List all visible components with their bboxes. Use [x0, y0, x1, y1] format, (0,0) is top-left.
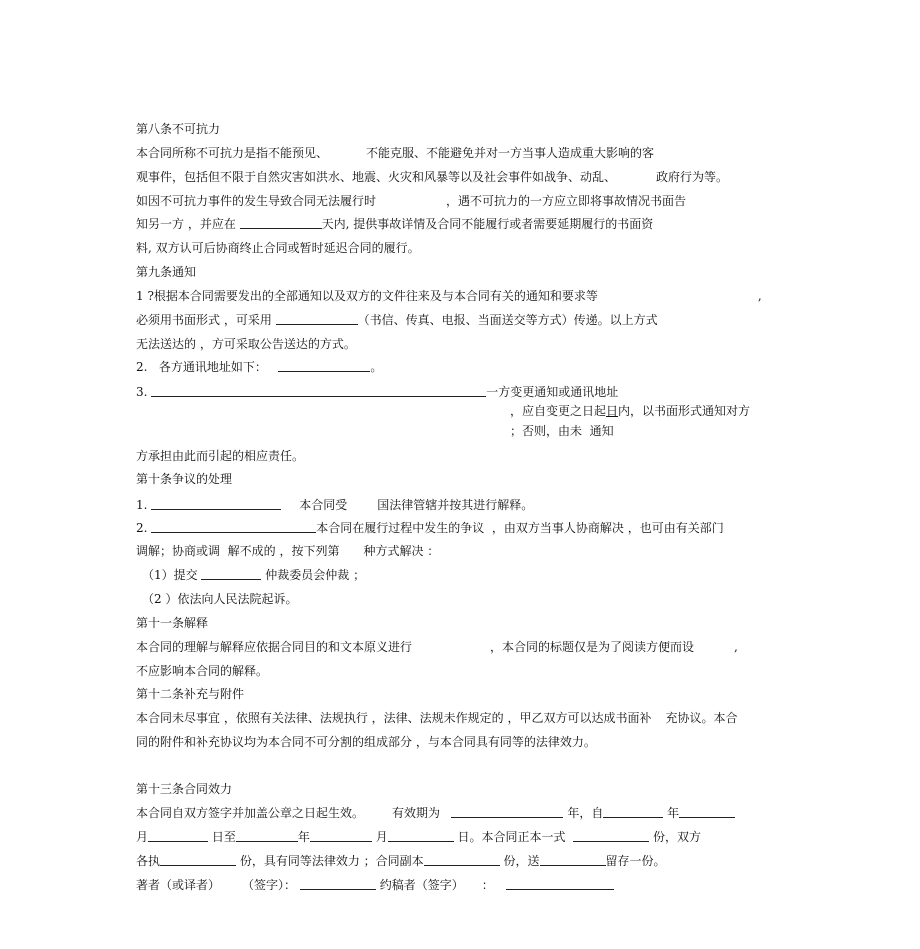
article-12-line-2: 同的附件和补充协议均为本合同不可分割的组成部分 ，与本合同具有同等的法律效力。	[136, 735, 596, 749]
article-11-line-1: 本合同的理解与解释应依据合同目的和文本原义进行 ，本合同的标题仅是为了阅读方便而设 ,	[136, 640, 738, 654]
article-8-heading: 第八条不可抗力	[136, 122, 221, 136]
article-12-heading: 第十二条补充与附件	[136, 687, 245, 701]
term-years-blank[interactable]	[451, 805, 563, 818]
article-13-line-3: 各执 份，具有同等法律效力 ；合同副本 份，送 留存一份。	[136, 854, 666, 868]
article-8-line-4: 知另一方 ，并应在 天内, 提供事故详情及合同不能履行或者需要延期履行的书面资	[136, 217, 654, 231]
article-12-line-1: 本合同未尽事宜 ，依照有关法律、法规执行 ，法律、法规未作规定的 ，甲乙双方可以达成书面补 充协议。本合	[136, 711, 738, 725]
end-year-blank[interactable]	[236, 829, 298, 842]
address-change-blank[interactable]	[151, 384, 486, 397]
arbitration-blank[interactable]	[201, 567, 261, 580]
delivery-method-blank[interactable]	[276, 312, 358, 325]
article-11-line-2: 不应影响本合同的解释。	[136, 664, 269, 678]
duplicate-copies-blank[interactable]	[424, 853, 500, 866]
each-holds-blank[interactable]	[160, 853, 236, 866]
article-10-line-2: 2. 本合同在履行过程中发生的争议 ，由双方当事人协商解决 ，也可由有关部门	[136, 521, 724, 535]
author-signature-blank[interactable]	[300, 877, 376, 890]
editor-signature-blank[interactable]	[506, 877, 614, 890]
article-13-heading: 第十三条合同效力	[136, 782, 233, 796]
original-copies-blank[interactable]	[573, 829, 649, 842]
article-9-line-5: 3. 一方变更通知或通讯地址	[136, 385, 619, 399]
article-10-line-5: （2 ）依法向人民法院起诉。	[142, 592, 298, 606]
address-blank[interactable]	[278, 359, 370, 372]
article-9-line-8: 方承担由此而引起的相应责任。	[136, 449, 305, 463]
start-day-blank[interactable]	[148, 829, 208, 842]
start-month-blank[interactable]	[679, 805, 735, 818]
article-11-heading: 第十一条解释	[136, 616, 209, 630]
article-8-line-2: 观事件，包括但不限于自然灾害如洪水、地震、火灾和风暴等以及社会事件如战争、动乱、 政府行为等。	[136, 170, 729, 184]
article-9-line-4: 2. 各方通讯地址如下： 。	[136, 360, 383, 374]
article-13-line-2: 月 日至 年 月 日。本合同正本一式 份，双方	[136, 830, 702, 844]
end-month-blank[interactable]	[310, 829, 372, 842]
article-10-line-1: 1. 本合同受 国法律管辖并按其进行解释。	[136, 498, 534, 512]
signature-line: 著者（或译者） （签字）： 约稿者（签字） ：	[136, 877, 614, 893]
article-8-line-1: 本合同所称不可抗力是指不能预见、 不能克服、不能避免并对一方当事人造成重大影响的客	[136, 146, 655, 160]
governing-blank[interactable]	[151, 497, 281, 510]
days-blank[interactable]	[240, 216, 322, 229]
article-9-line-7: ；否则，由未 通知	[510, 424, 614, 438]
article-8-line-3: 如因不可抗力事件的发生导致合同无法履行时 ，遇不可抗力的一方应立即将事故情况书面告	[136, 194, 687, 208]
dispute-blank[interactable]	[151, 520, 316, 533]
article-9-line-2: 必须用书面形式 ，可采用 （书信、传真、电报、当面送交等方式）传递。以上方式	[136, 313, 658, 327]
article-9-line-6: ，应自变更之日起日内，以书面形式通知对方	[510, 404, 751, 418]
filed-with-blank[interactable]	[540, 853, 606, 866]
start-year-blank[interactable]	[603, 805, 663, 818]
article-8-line-5: 料, 双方认可后协商终止合同或暂时延迟合同的履行。	[136, 241, 420, 255]
article-9-line-1: 1 ?根据本合同需要发出的全部通知以及双方的文件往来及与本合同有关的通知和要求等 ,	[136, 289, 762, 303]
article-10-line-3: 调解；协商或调 解不成的 ，按下列第 种方式解决 ：	[136, 544, 440, 558]
article-9-heading: 第九条通知	[136, 265, 197, 279]
end-day-blank[interactable]	[388, 829, 454, 842]
article-10-heading: 第十条争议的处理	[136, 472, 233, 486]
article-10-line-4: （1）提交 仲裁委员会仲裁 ；	[142, 568, 366, 582]
article-13-line-1: 本合同自双方签字并加盖公章之日起生效。 有效期为 年，自 年	[136, 805, 735, 821]
article-9-line-3: 无法送达的 ，方可采取公告送达的方式。	[136, 337, 356, 351]
